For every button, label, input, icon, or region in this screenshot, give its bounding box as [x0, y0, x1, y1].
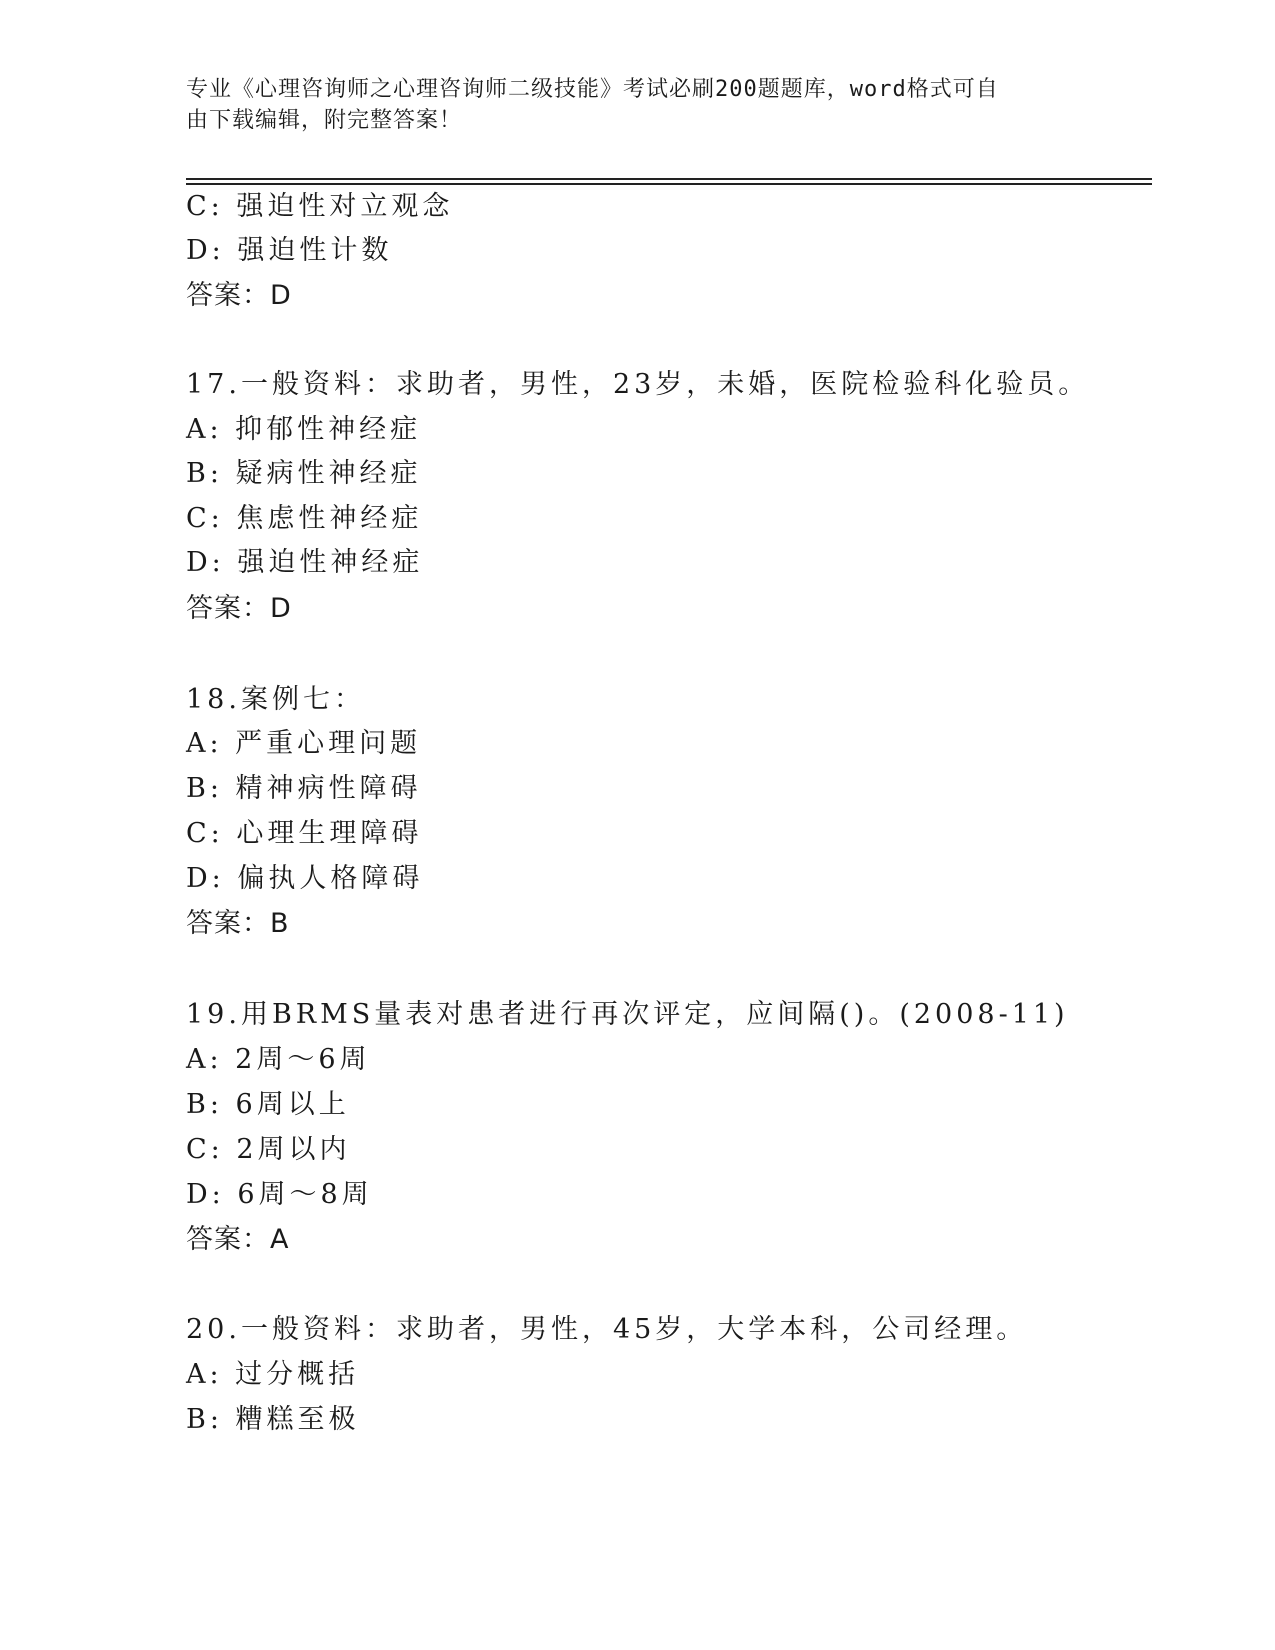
prev-option-d: D: 强迫性计数	[186, 235, 393, 266]
header-line-2: 由下载编辑，附完整答案！	[186, 108, 463, 133]
q18-option-b: B: 精神病性障碍	[186, 773, 422, 804]
q19-option-a: A: 2周～6周	[186, 1044, 371, 1075]
header-line-1: 专业《心理咨询师之心理咨询师二级技能》考试必刷200题题库，word格式可自	[186, 77, 999, 102]
q19-option-b: B: 6周以上	[186, 1089, 350, 1120]
q17-option-d: D: 强迫性神经症	[186, 547, 424, 578]
q18-answer: 答案：B	[186, 908, 290, 939]
prev-answer: 答案：D	[186, 280, 292, 311]
q20-option-b: B: 糟糕至极	[186, 1404, 360, 1435]
q17-option-c: C: 焦虑性神经症	[186, 503, 423, 534]
q19-option-c: C: 2周以内	[186, 1134, 351, 1165]
header-divider-bottom	[186, 183, 1152, 185]
q18-option-a: A: 严重心理问题	[186, 728, 422, 759]
question-18: 18.案例七：	[186, 684, 365, 715]
q20-option-a: A: 过分概括	[186, 1359, 360, 1390]
header-divider-top	[186, 178, 1152, 180]
q18-option-c: C: 心理生理障碍	[186, 818, 423, 849]
q18-option-d: D: 偏执人格障碍	[186, 863, 424, 894]
question-17: 17.一般资料：求助者，男性，23岁，未婚，医院检验科化验员。	[186, 369, 1090, 400]
q17-answer: 答案：D	[186, 593, 292, 624]
q19-answer: 答案：A	[186, 1224, 290, 1255]
q19-option-d: D: 6周～8周	[186, 1179, 373, 1210]
question-19: 19.用BRMS量表对患者进行再次评定，应间隔()。(2008-11)	[186, 999, 1069, 1030]
q17-option-a: A: 抑郁性神经症	[186, 414, 422, 445]
document-header	[186, 74, 1066, 136]
prev-option-c: C: 强迫性对立观念	[186, 191, 454, 222]
q17-option-b: B: 疑病性神经症	[186, 458, 422, 489]
question-20: 20.一般资料：求助者，男性，45岁，大学本科，公司经理。	[186, 1314, 1028, 1345]
